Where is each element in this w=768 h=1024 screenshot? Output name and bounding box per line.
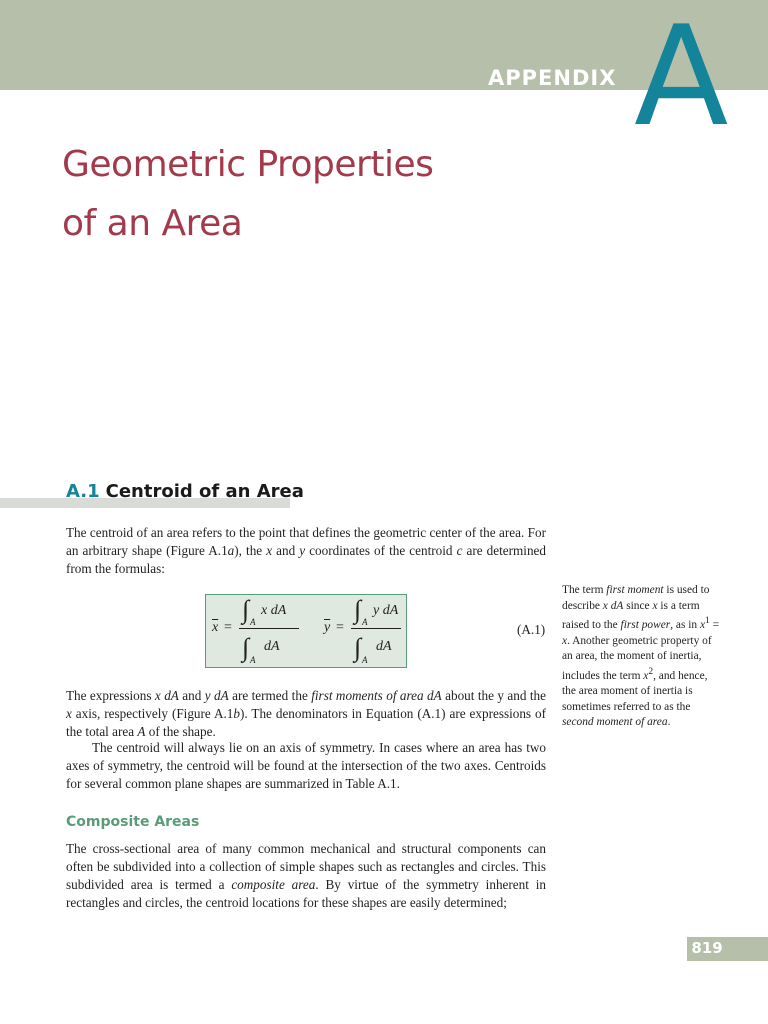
section-title: Centroid of an Area xyxy=(105,481,304,502)
denominator: dA xyxy=(376,639,392,654)
integral-sign: ∫ xyxy=(354,595,362,624)
fraction-bar xyxy=(239,628,299,629)
equation-number: (A.1) xyxy=(517,622,546,637)
x-bar-symbol: $\overline{x}$ xyxy=(212,620,219,635)
denominator: dA xyxy=(264,639,280,654)
integral-sign: ∫ xyxy=(354,633,362,662)
first-moments-paragraph: The expressions x dA and y dA are termed the first moments of area dA about the y and the x axis, respectively (Figure A.1b). The denominators in Equation (A.1) are expressions of the total area A of the shape. xyxy=(66,688,546,739)
page-number-tab xyxy=(687,937,768,961)
subsection-heading: Composite Areas xyxy=(66,814,200,830)
chapter-title-line-1: Geometric Properties xyxy=(62,144,434,185)
chapter-title-line-2: of an Area xyxy=(62,203,243,244)
integral-subscript: A xyxy=(250,655,256,665)
y-numerator: y dA xyxy=(373,603,399,618)
intro-paragraph: The centroid of an area refers to the point that defines the geometric center of the area. For an arbitrary shape (Figure A.1a), the x and y coordinates of the centroid c are determined from the formulas: xyxy=(66,525,546,576)
integral-subscript: A xyxy=(362,655,368,665)
centroid-equation-box xyxy=(205,594,407,668)
equals-sign: = xyxy=(224,620,232,635)
margin-note: The term first moment is used to describe x dA since x is a term raised to the first power, as in $x^1 = x$. Another geometric property of an area, the moment of inertia, includes the term $x^2$, and hence, the area moment of inertia is sometimes referred to as the second moment of area. xyxy=(562,584,720,729)
page-number: 819 xyxy=(691,939,723,957)
appendix-label: APPENDIX xyxy=(488,66,617,90)
fraction-bar xyxy=(351,628,401,629)
integral-subscript: A xyxy=(250,617,256,627)
composite-areas-paragraph: The cross-sectional area of many common mechanical and structural components can often be subdivided into a collection of simple shapes such as rectangles and circles. This subdivided area is termed a composite area. By virtue of the symmetry inherent in rectangles and circles, the centroid locations for these shapes are easily determined; xyxy=(66,841,546,910)
section-heading xyxy=(66,481,304,502)
appendix-letter: A xyxy=(634,0,729,157)
section-number: A.1 xyxy=(66,481,100,502)
chapter-title xyxy=(62,135,562,253)
integral-sign: ∫ xyxy=(242,595,250,624)
symmetry-paragraph: The centroid will always lie on an axis of symmetry. In cases where an area has two axes of symmetry, the centroid will be found at the intersection of the two axes. Centroids for several common plane shapes are summarized in Table A.1. xyxy=(66,740,546,791)
integral-subscript: A xyxy=(362,617,368,627)
x-numerator: x dA xyxy=(261,603,287,618)
integral-sign: ∫ xyxy=(242,633,250,662)
equals-sign: = xyxy=(336,620,344,635)
y-bar-symbol: $\overline{y}$ xyxy=(324,620,331,635)
